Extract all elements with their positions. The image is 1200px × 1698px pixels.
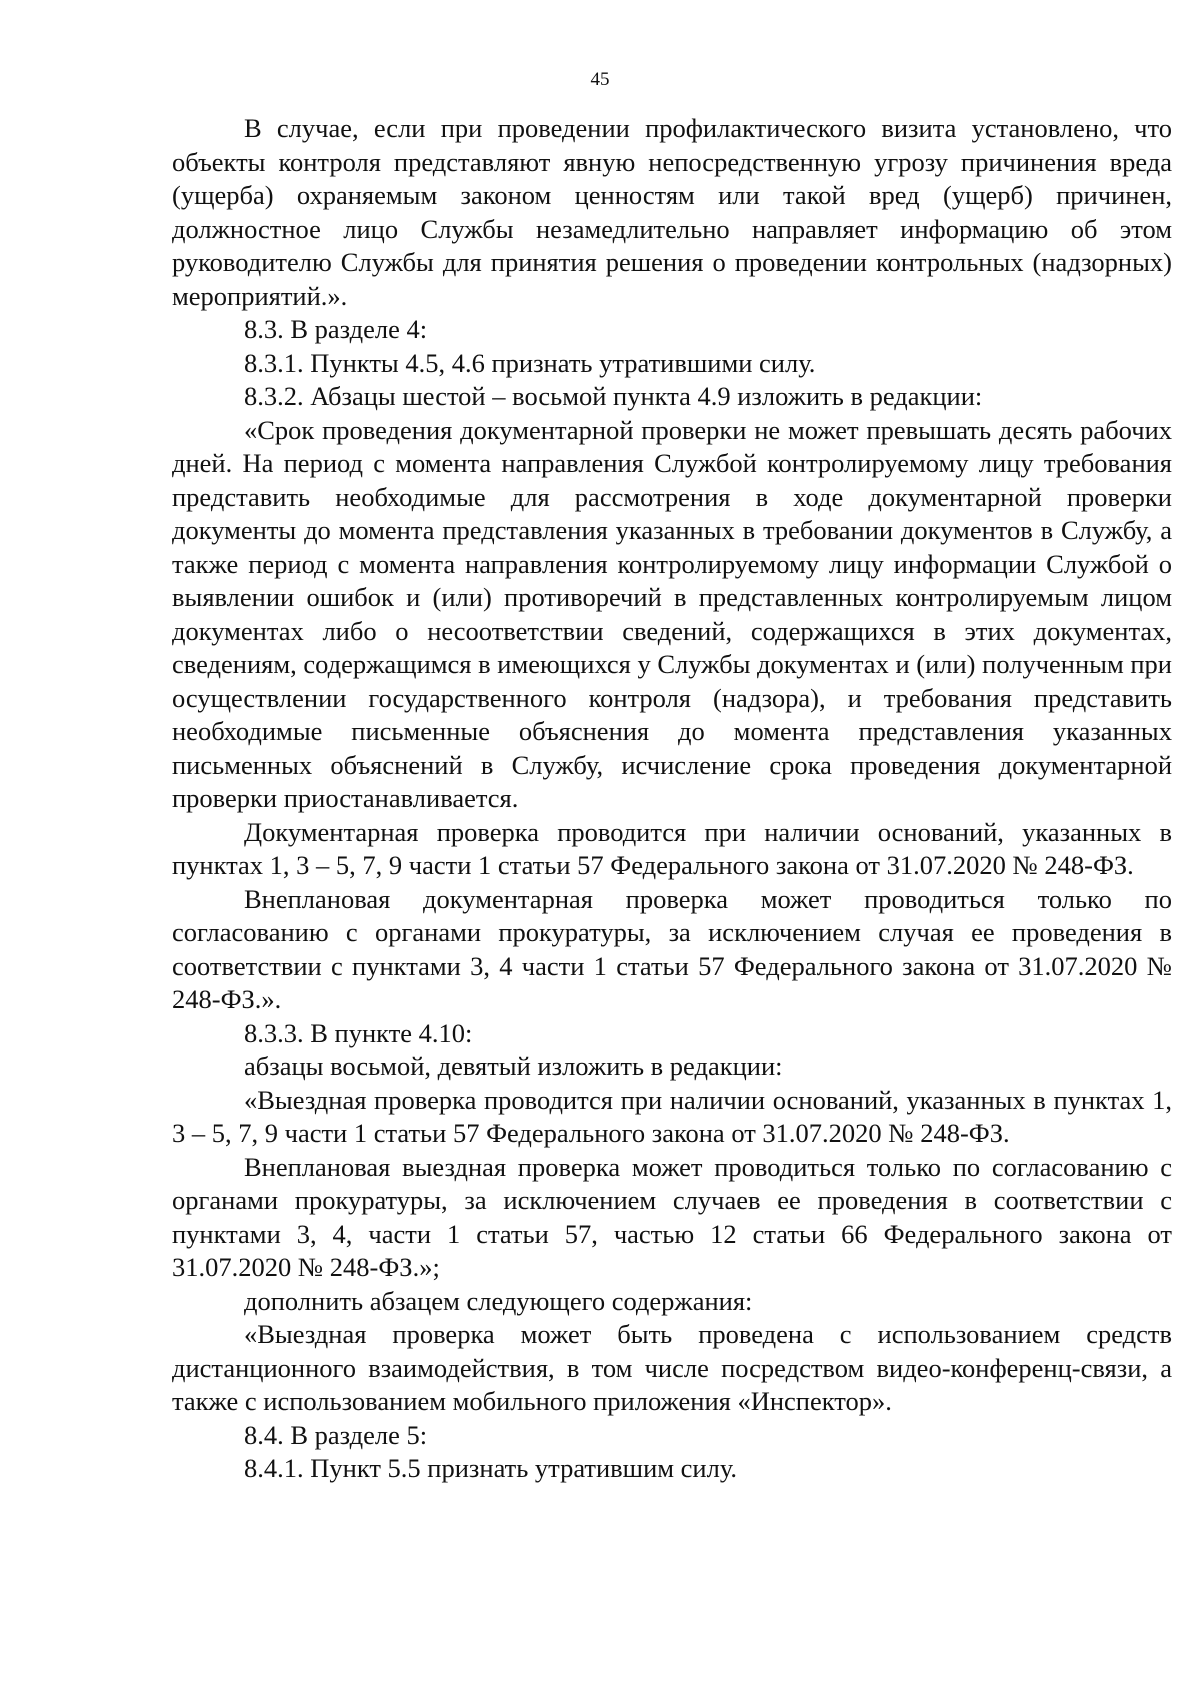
paragraph: 8.4. В разделе 5:: [244, 1419, 428, 1450]
paragraph: 8.3.3. В пункте 4.10:: [244, 1017, 473, 1048]
paragraph: «Срок проведения документарной проверки не может превышать десять рабочих дней. На период с момента направления Службой контролируемому лицу требования представить необходимые для рассмотрения в ходе документарной проверки документы до момента представления указанных в требовании документов в Службу, а также период с момента направления контролируемому лицу информации Службой о выявлении ошибок и (или) противоречий в представленных контролируемым лицом документах либо о несоответствии сведений, содержащихся в этих документах, сведениям, содержащимся в имеющихся у Службы документах и (или) полученным при осуществлении государственного контроля (надзора), и требования представить необходимые письменные объяснения до момента представления указанных письменных объяснений в Службу, исчисление срока проведения документарной проверки приостанавливается.: [172, 414, 1172, 813]
document-body: [172, 112, 1172, 1486]
paragraph: В случае, если при проведении профилактического визита установлено, что объекты контроля представляют явную непосредственную угрозу причинения вреда (ущерба) охраняемым законом ценностям или такой вред (ущерб) причинен, должностное лицо Службы незамедлительно направляет информацию об этом руководителю Службы для принятия решения о проведении контрольных (надзорных) мероприятий.».: [172, 113, 1172, 311]
paragraph: 8.3. В разделе 4:: [244, 314, 428, 344]
page-number: 45: [590, 69, 610, 90]
paragraph: Внеплановая документарная проверка может проводиться только по согласованию с органами прокуратуры, за исключением случая ее проведения в соответствии с пунктами 3, 4 части 1 статьи 57 Федерального закона от 31.07.2020 № 248-ФЗ.».: [172, 883, 1172, 1014]
paragraph: 8.3.2. Абзацы шестой – восьмой пункта 4.9 изложить в редакции:: [244, 381, 983, 411]
paragraph: 8.3.1. Пункты 4.5, 4.6 признать утратившими силу.: [244, 347, 816, 378]
paragraph: Внеплановая выездная проверка может проводиться только по согласованию с органами прокуратуры, за исключением случаев ее проведения в соответствии с пунктами 3, 4, части 1 статьи 57, частью 12 статьи 66 Федерального закона от 31.07.2020 № 248-ФЗ.»;: [172, 1151, 1172, 1282]
paragraph: 8.4.1. Пункт 5.5 признать утратившим силу.: [244, 1453, 738, 1483]
paragraph: абзацы восьмой, девятый изложить в редакции:: [244, 1051, 783, 1081]
paragraph: дополнить абзацем следующего содержания:: [244, 1285, 753, 1316]
paragraph: «Выездная проверка проводится при наличии оснований, указанных в пунктах 1, 3 – 5, 7, 9 части 1 статьи 57 Федерального закона от 31.07.2020 № 248-ФЗ.: [172, 1084, 1172, 1148]
paragraph: Документарная проверка проводится при наличии оснований, указанных в пунктах 1, 3 – 5, 7, 9 части 1 статьи 57 Федерального закона от 31.07.2020 № 248-ФЗ.: [172, 816, 1172, 880]
paragraph: «Выездная проверка может быть проведена с использованием средств дистанционного взаимодействия, в том числе посредством видео-конференц-связи, а также с использованием мобильного приложения «Инспектор».: [172, 1319, 1172, 1416]
